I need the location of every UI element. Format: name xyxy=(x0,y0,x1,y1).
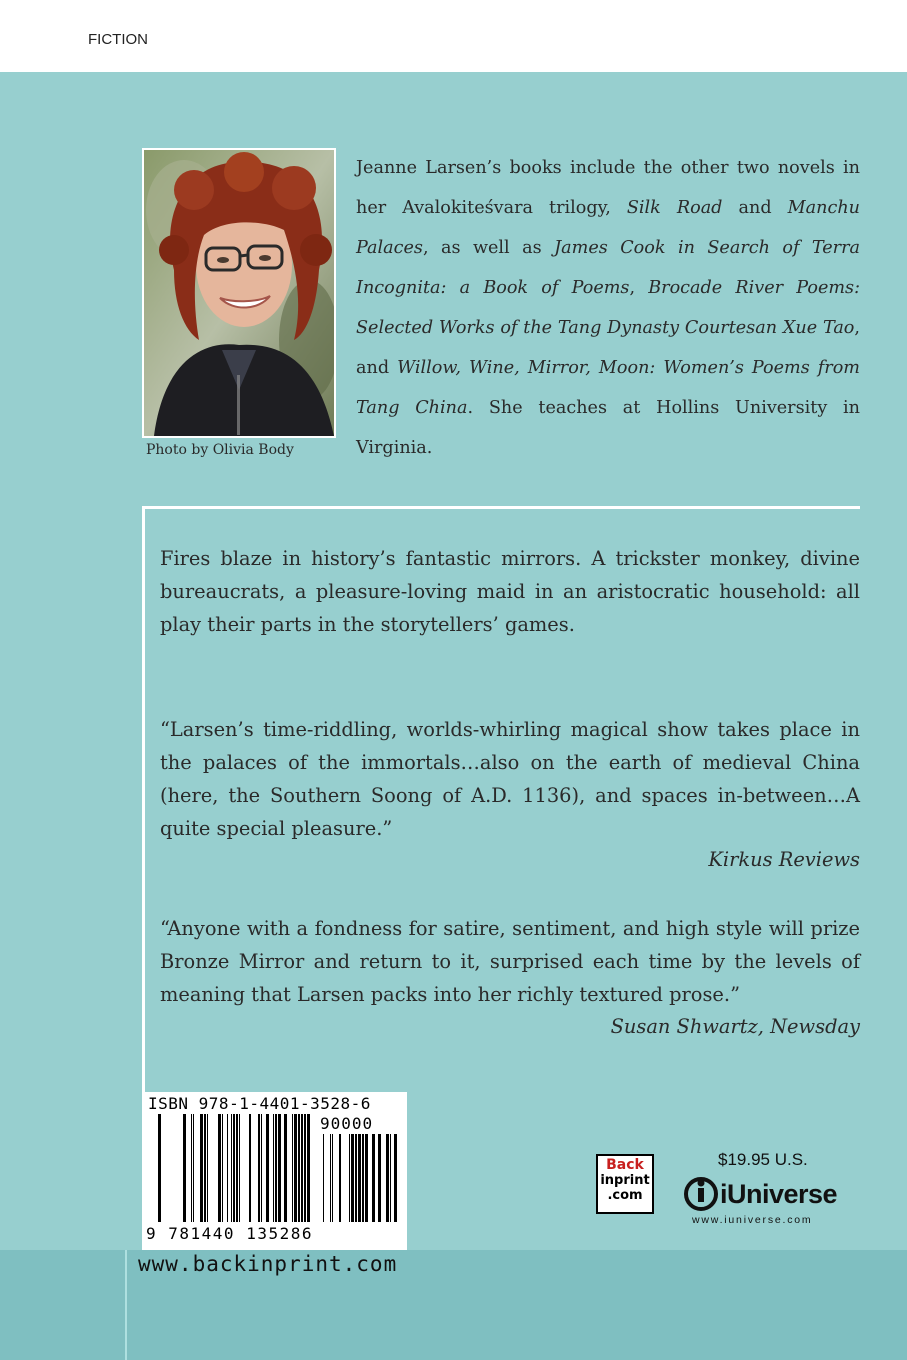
barcode-bar xyxy=(261,1114,262,1222)
book-title: Manchu Palaces xyxy=(356,198,860,258)
barcode-bar xyxy=(191,1114,192,1222)
author-portrait-image xyxy=(144,150,334,436)
book-title: Willow, Wine, Mirror, Moon: Women’s Poems from Tang China xyxy=(356,358,860,418)
barcode-bar xyxy=(227,1114,228,1222)
bio-text: , and xyxy=(356,318,860,378)
barcode-bar xyxy=(284,1114,287,1222)
bio-text: Jeanne Larsen’s books include the other two novels in her Avalokiteśvara trilogy, xyxy=(356,158,860,218)
barcode-bar xyxy=(365,1134,368,1222)
barcode-bar xyxy=(266,1114,269,1222)
barcode-bar xyxy=(362,1134,364,1222)
iuniverse-url: www.iuniverse.com xyxy=(692,1214,813,1226)
author-photo xyxy=(142,148,336,438)
barcode-bar xyxy=(204,1114,206,1222)
addon-barcode-bars xyxy=(320,1134,398,1222)
barcode-bar xyxy=(330,1134,331,1222)
book-title: Brocade River Poems: Selected Works of the Tang Dynasty Courtesan Xue Tao xyxy=(356,278,861,338)
barcode-bar xyxy=(339,1134,341,1222)
barcode-bar xyxy=(304,1114,306,1222)
barcode-bar xyxy=(218,1114,221,1222)
book-blurb: Fires blaze in history’s fantastic mirrors. A trickster monkey, divine bureaucrats, a pleasure-loving maid in an aristocratic household: all play their parts in the storytellers’ games. xyxy=(160,547,860,636)
iuniverse-icon xyxy=(684,1177,718,1211)
barcode-bar xyxy=(200,1114,203,1222)
genre-label: FICTION xyxy=(88,31,148,48)
barcode-bar xyxy=(323,1134,324,1222)
bio-text: , as well as xyxy=(422,238,555,258)
iuniverse-name: iUniverse xyxy=(720,1178,838,1209)
barcode-bar xyxy=(292,1114,293,1222)
barcode-bar xyxy=(386,1134,389,1222)
book-title: Silk Road xyxy=(626,198,723,218)
barcode-bar xyxy=(390,1134,391,1222)
barcode-bar xyxy=(239,1114,240,1222)
barcode-bar xyxy=(258,1114,260,1222)
bracket-left-line xyxy=(142,506,145,1092)
barcode-bar xyxy=(158,1114,161,1222)
barcode-bar xyxy=(351,1134,354,1222)
isbn-barcode xyxy=(142,1092,407,1250)
bracket-top-line xyxy=(142,506,860,509)
ean-barcode-bars xyxy=(152,1114,312,1222)
barcode-bar xyxy=(207,1114,208,1222)
bio-text: and xyxy=(722,198,788,218)
review-quote: “Anyone with a fondness for satire, sentiment, and high style will prize Bronze Mirror and return to it, surprised each time by the levels of meaning that Larsen packs into her richly textured prose.” xyxy=(160,917,860,1006)
publisher-website: www.backinprint.com xyxy=(138,1252,398,1276)
barcode-bar xyxy=(332,1134,333,1222)
bio-text: , xyxy=(629,278,649,298)
barcode-bar xyxy=(372,1134,375,1222)
barcode-bar xyxy=(307,1114,310,1222)
isbn-label: ISBN 978-1-4401-3528-6 xyxy=(148,1094,371,1113)
barcode-bar xyxy=(273,1114,274,1222)
barcode-bar xyxy=(278,1114,281,1222)
barcode-bar xyxy=(301,1114,303,1222)
top-white-bar xyxy=(0,0,907,72)
bottom-band xyxy=(0,1250,907,1360)
barcode-bar xyxy=(275,1114,277,1222)
barcode-bar xyxy=(193,1114,194,1222)
ean-digits: 9 781440 135286 xyxy=(146,1224,313,1243)
bottom-band-line xyxy=(125,1250,127,1360)
barcode-bar xyxy=(236,1114,238,1222)
iuniverse-logo xyxy=(684,1176,837,1212)
photo-credit: Photo by Olivia Body xyxy=(146,442,294,458)
barcode-bar xyxy=(231,1114,232,1222)
bio-text: . She teaches at Hollins University in Virginia. xyxy=(356,398,860,458)
review-source: Susan Shwartz, Newsday xyxy=(610,1015,860,1038)
barcode-bar xyxy=(233,1114,235,1222)
barcode-bar xyxy=(294,1114,297,1222)
price-label: $19.95 U.S. xyxy=(718,1150,808,1169)
book-title: James Cook in Search of Terra Incognita: a Book of Poems xyxy=(356,238,860,298)
barcode-bar xyxy=(358,1134,361,1222)
review-source: Kirkus Reviews xyxy=(708,848,860,871)
barcode-bar xyxy=(378,1134,381,1222)
review-quote: “Larsen’s time-riddling, worlds-whirling magical show takes place in the palaces of the immortals…also on the earth of medieval China (here, the Southern Soong of A.D. 1136), and spaces in-between…A quite special pleasure.” xyxy=(160,718,860,840)
barcode-bar xyxy=(349,1134,350,1222)
barcode-bar xyxy=(183,1114,186,1222)
barcode-bar xyxy=(394,1134,397,1222)
barcode-bar xyxy=(355,1134,357,1222)
barcode-bar xyxy=(298,1114,300,1222)
author-bio xyxy=(356,148,860,468)
barcode-bar xyxy=(249,1114,251,1222)
barcode-bar xyxy=(222,1114,223,1222)
price-addon-label: 90000 xyxy=(320,1114,374,1133)
backinprint-logo: Back inprint .com xyxy=(596,1154,654,1214)
